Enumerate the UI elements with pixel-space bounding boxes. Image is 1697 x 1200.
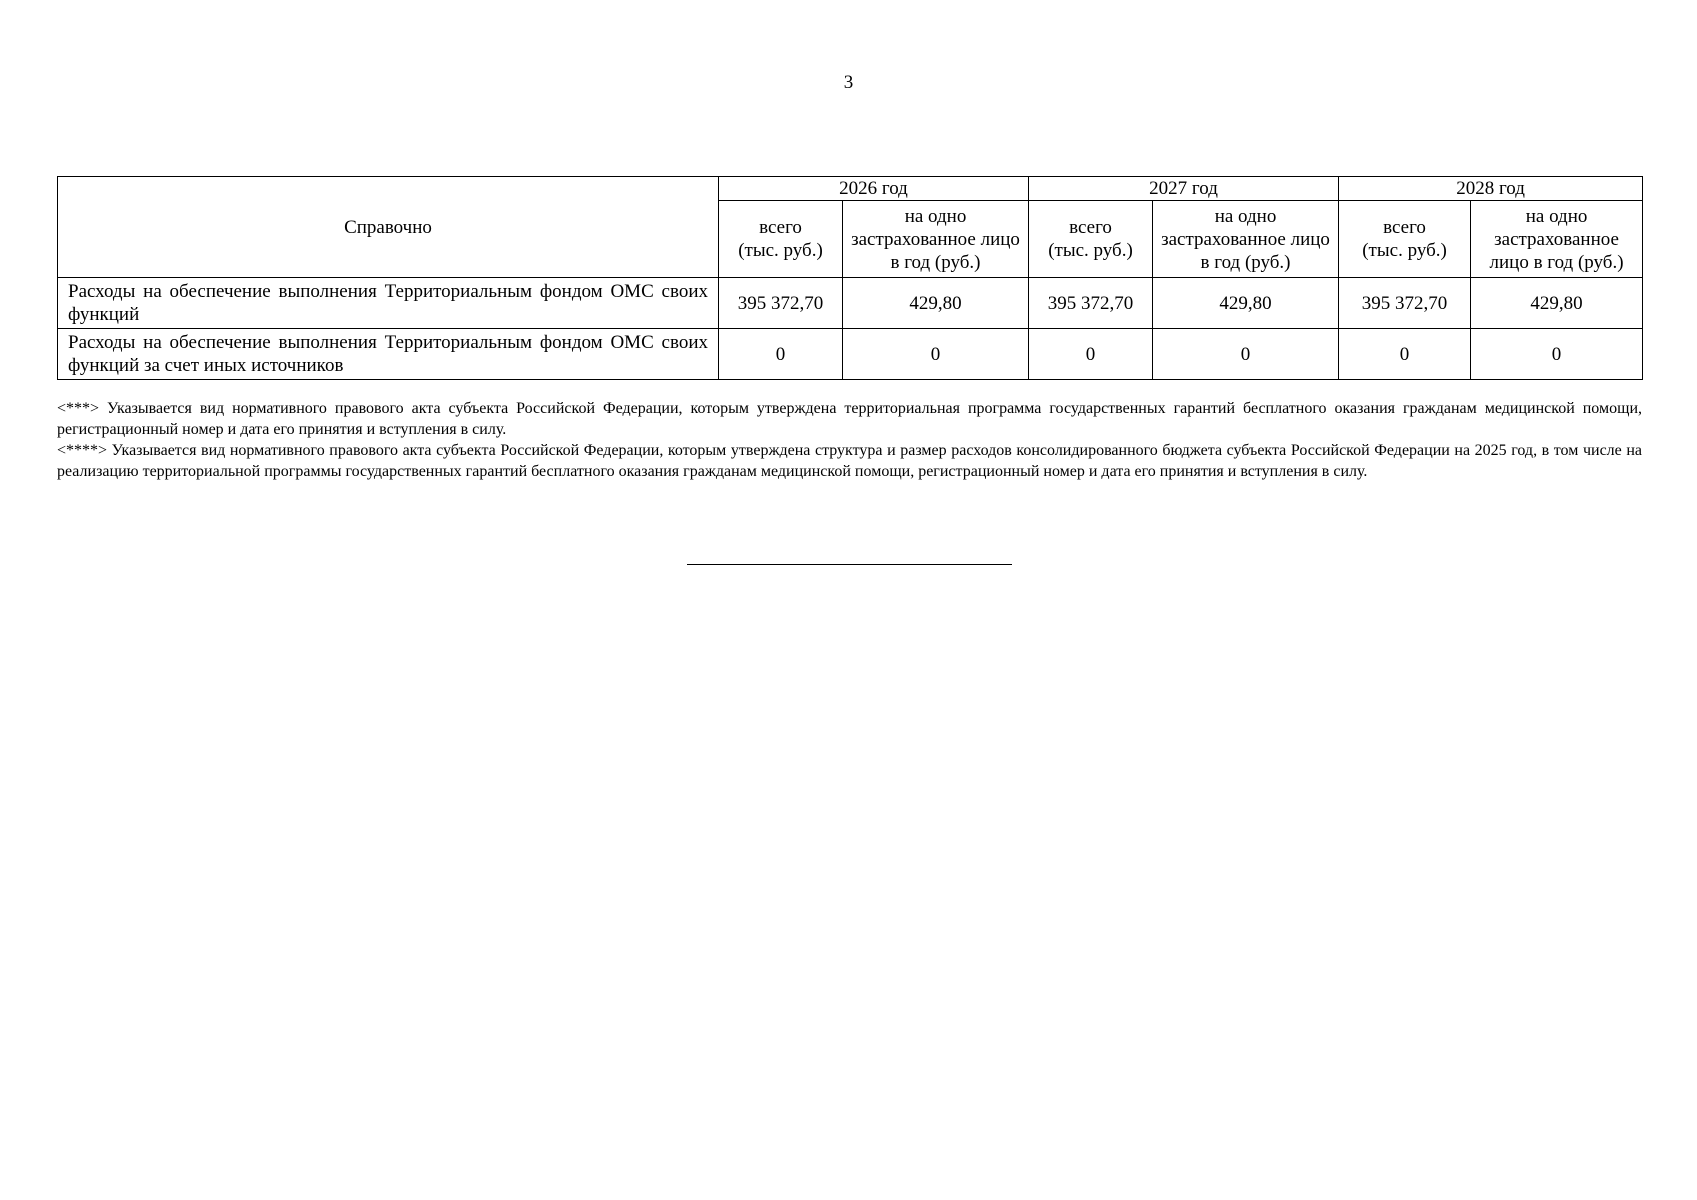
- table-header-years: [58, 177, 1643, 201]
- page-number: 3: [843, 72, 854, 93]
- footnotes: [57, 398, 1642, 482]
- row-label: Расходы на обеспечение выполнения Территориальным фондом ОМС своих функций: [58, 278, 719, 329]
- cell-value: 429,80: [1153, 278, 1339, 329]
- cell-value: 395 372,70: [1339, 278, 1471, 329]
- subheader-per-person-2027: на одно застрахованное лицо в год (руб.): [1153, 201, 1339, 278]
- cell-value: 395 372,70: [1029, 278, 1153, 329]
- table-row: [58, 278, 1643, 329]
- cell-value: 429,80: [843, 278, 1029, 329]
- corner-header: Справочно: [58, 177, 719, 278]
- cell-value: 429,80: [1471, 278, 1643, 329]
- subheader-total-2028: всего (тыс. руб.): [1339, 201, 1471, 278]
- year-header-2028: 2028 год: [1339, 177, 1643, 201]
- subheader-total-2026: всего (тыс. руб.): [719, 201, 843, 278]
- separator-line: [687, 564, 1012, 565]
- row-label: Расходы на обеспечение выполнения Территориальным фондом ОМС своих функций за счет иных источников: [58, 329, 719, 380]
- table-row: [58, 329, 1643, 380]
- subheader-total-2027: всего (тыс. руб.): [1029, 201, 1153, 278]
- cell-value: 0: [843, 329, 1029, 380]
- year-header-2027: 2027 год: [1029, 177, 1339, 201]
- footnote-three-stars: <***> Указывается вид нормативного правового акта субъекта Российской Федерации, которым утверждена территориальная программа государственных гарантий бесплатного оказания гражданам медицинской помощи, регистрационный номер и дата его принятия и вступления в силу.: [57, 400, 1642, 438]
- subheader-per-person-2028: на одно застрахованное лицо в год (руб.): [1471, 201, 1643, 278]
- cell-value: 0: [1153, 329, 1339, 380]
- reference-table: [57, 176, 1643, 380]
- year-header-2026: 2026 год: [719, 177, 1029, 201]
- cell-value: 0: [1471, 329, 1643, 380]
- subheader-per-person-2026: на одно застрахованное лицо в год (руб.): [843, 201, 1029, 278]
- cell-value: 0: [719, 329, 843, 380]
- cell-value: 0: [1029, 329, 1153, 380]
- footnote-four-stars: <****> Указывается вид нормативного правового акта субъекта Российской Федерации, которым утверждена структура и размер расходов консолидированного бюджета субъекта Российской Федерации на 2025 год, в том числе на реализацию территориальной программы государственных гарантий бесплатного оказания гражданам медицинской помощи, регистрационный номер и дата его принятия и вступления в силу.: [57, 442, 1642, 480]
- cell-value: 395 372,70: [719, 278, 843, 329]
- cell-value: 0: [1339, 329, 1471, 380]
